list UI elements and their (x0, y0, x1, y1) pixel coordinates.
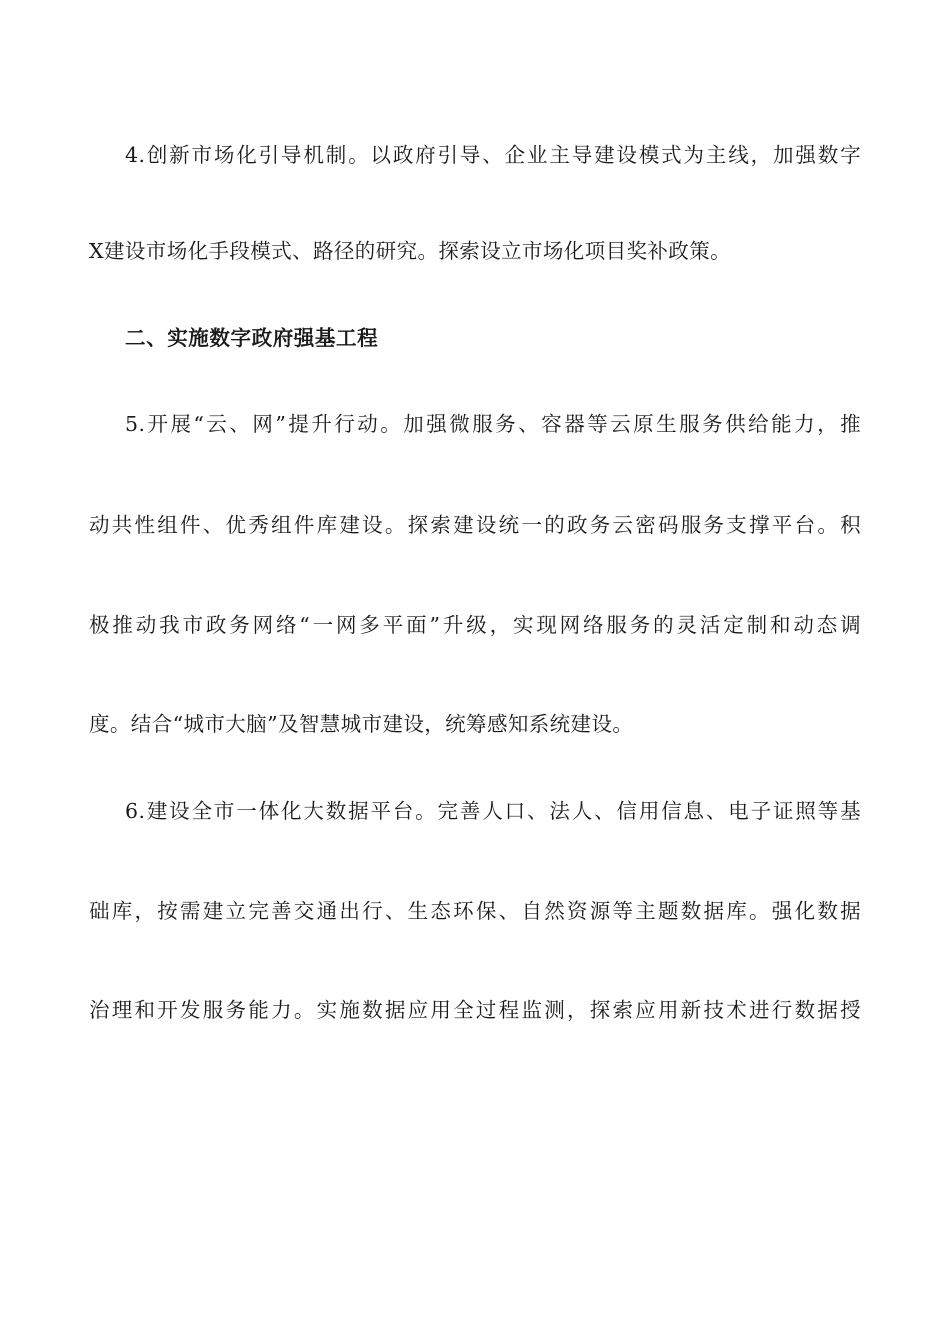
paragraph-6-line-1: 6.建设全市一体化大数据平台。完善人口、法人、信用信息、电子证照等基 (125, 799, 861, 823)
paragraph-5-line-2: 动共性组件、优秀组件库建设。探索建设统一的政务云密码服务支撑平台。积 (89, 513, 861, 537)
paragraph-5-line-3: 极推动我市政务网络“一网多平面”升级，实现网络服务的灵活定制和动态调 (89, 613, 861, 637)
paragraph-4-line-2: X建设市场化手段模式、路径的研究。探索设立市场化项目奖补政策。 (89, 239, 731, 263)
paragraph-4-line-1: 4.创新市场化引导机制。以政府引导、企业主导建设模式为主线，加强数字 (125, 143, 861, 167)
section-heading: 二、实施数字政府强基工程 (125, 326, 379, 350)
paragraph-6-line-2: 础库，按需建立完善交通出行、生态环保、自然资源等主题数据库。强化数据 (89, 899, 861, 923)
paragraph-6-line-3: 治理和开发服务能力。实施数据应用全过程监测，探索应用新技术进行数据授 (89, 998, 861, 1022)
paragraph-5-line-1: 5.开展“云、网”提升行动。加强微服务、容器等云原生服务供给能力，推 (125, 412, 861, 436)
paragraph-5-line-4: 度。结合“城市大脑”及智慧城市建设，统筹感知系统建设。 (89, 712, 634, 736)
